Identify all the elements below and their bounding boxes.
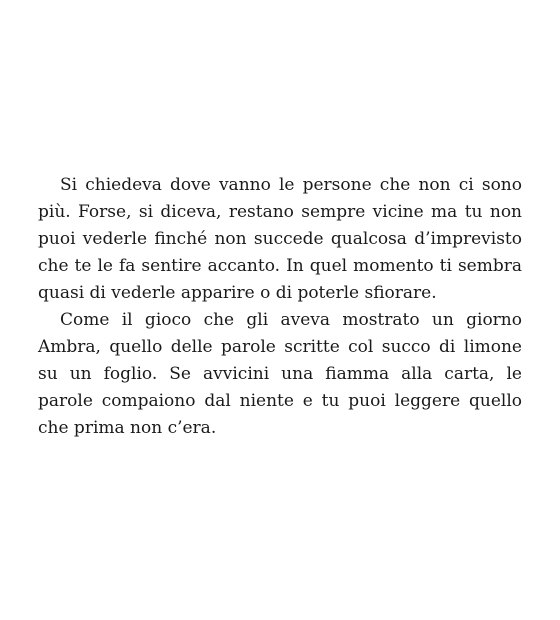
paragraph-2: Come il gioco che gli aveva mostrato un giorno Ambra, quello delle parole scritte col succo di limone su un foglio. Se avvicini una fiamma alla carta, le parole compaiono dal niente e tu puoi leggere quello che prima non c’era. xyxy=(38,310,522,438)
body-text xyxy=(38,172,522,442)
paragraph-1: Si chiedeva dove vanno le persone che non ci sono più. Forse, si diceva, restano sempre vicine ma tu non puoi vederle finché non succede qualcosa d’imprevisto che te le fa sentire accanto. In quel momento ti sembra quasi di vederle apparire o di poterle sfiorare. xyxy=(38,175,522,303)
